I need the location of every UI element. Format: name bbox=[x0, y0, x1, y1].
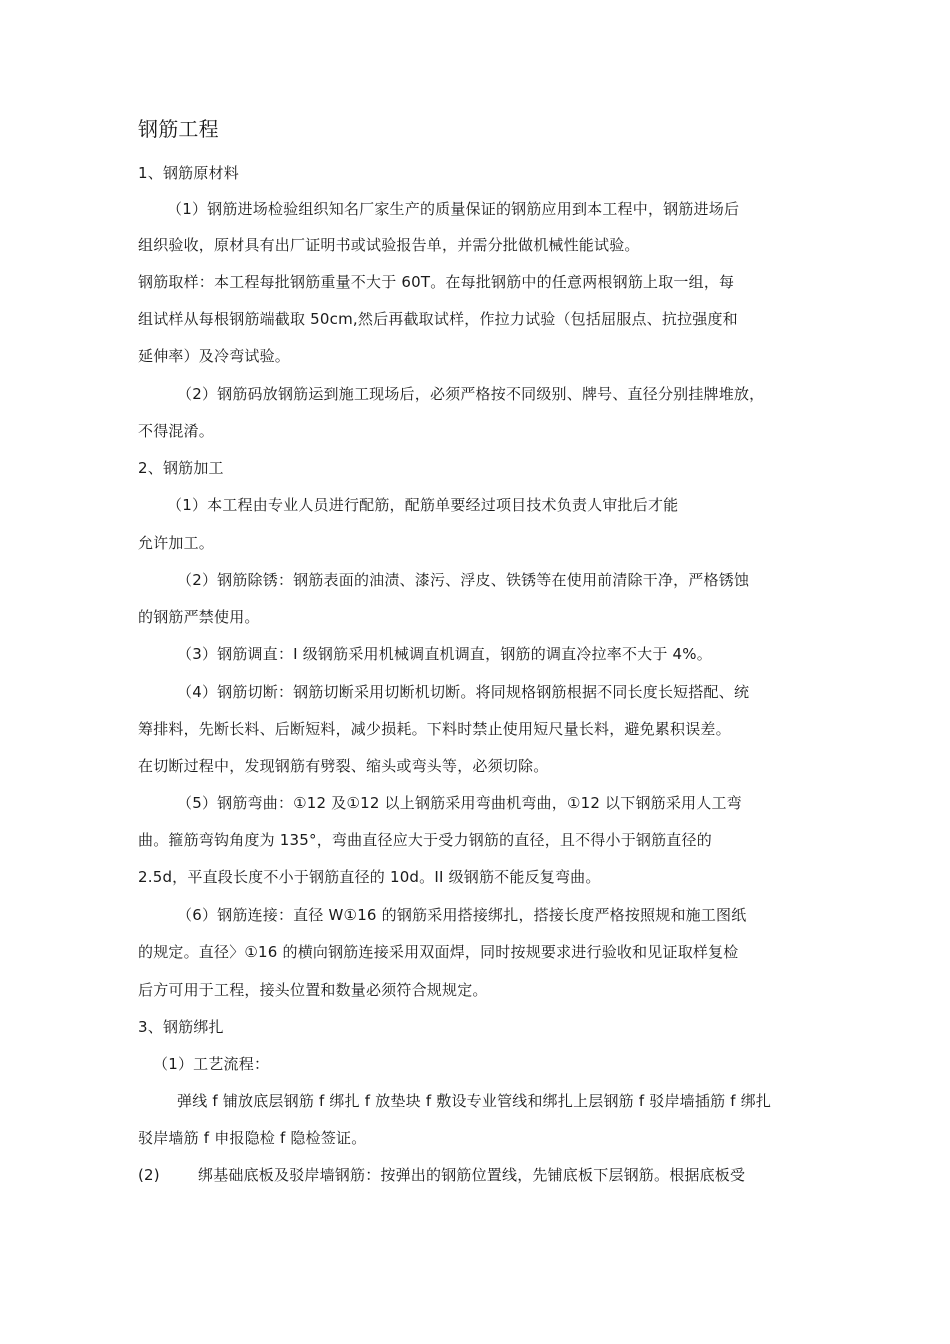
paragraph-line: （2）钢筋码放钢筋运到施工现场后，必须严格按不同级别、牌号、直径分别挂牌堆放， bbox=[177, 385, 765, 403]
paragraph-line: 钢筋取样：本工程每批钢筋重量不大于 60T。在每批钢筋中的任意两根钢筋上取一组，每 bbox=[138, 273, 735, 291]
paragraph-line: 允许加工。 bbox=[138, 534, 215, 552]
paragraph-line: （1）工艺流程： bbox=[153, 1055, 270, 1073]
paragraph-line: 曲。箍筋弯钩角度为 135°，弯曲直径应大于受力钢筋的直径，且不得小于钢筋直径的 bbox=[138, 831, 712, 849]
paragraph-line: （5）钢筋弯曲：①12 及①12 以上钢筋采用弯曲机弯曲，①12 以下钢筋采用人工弯 bbox=[177, 794, 742, 812]
section-heading: 2、钢筋加工 bbox=[138, 459, 224, 477]
paragraph-line: （1）本工程由专业人员进行配筋，配筋单要经过项目技术负责人审批后才能 bbox=[167, 496, 679, 514]
paragraph-line: （1）钢筋进场检验组织知名厂家生产的质量保证的钢筋应用到本工程中，钢筋进场后 bbox=[167, 200, 740, 218]
section-heading: 1、钢筋原材料 bbox=[138, 164, 239, 182]
paragraph-line: 组织验收，原材具有出厂证明书或试验报告单，并需分批做机械性能试验。 bbox=[138, 236, 640, 254]
paragraph-line: （3）钢筋调直：I 级钢筋采用机械调直机调直，钢筋的调直冷拉率不大于 4%。 bbox=[177, 645, 712, 663]
paragraph-line: 绑基础底板及驳岸墙钢筋：按弹出的钢筋位置线，先铺底板下层钢筋。根据底板受 bbox=[198, 1166, 746, 1184]
paragraph-line: 延伸率）及冷弯试验。 bbox=[138, 347, 291, 365]
paragraph-line: （6）钢筋连接：直径 W①16 的钢筋采用搭接绑扎，搭接长度严格按照规和施工图纸 bbox=[177, 906, 747, 924]
paragraph-line: 在切断过程中，发现钢筋有劈裂、缩头或弯头等，必须切除。 bbox=[138, 757, 549, 775]
paragraph-line: 2.5d，平直段长度不小于钢筋直径的 10d。II 级钢筋不能反复弯曲。 bbox=[138, 868, 601, 886]
section-heading: 3、钢筋绑扎 bbox=[138, 1018, 224, 1036]
paragraph-line: 弹线 f 铺放底层钢筋 f 绑扎 f 放垫块 f 敷设专业管线和绑扎上层钢筋 f 驳岸墙插筋 f 绑扎 bbox=[177, 1092, 772, 1110]
list-number: (2) bbox=[138, 1166, 160, 1184]
document-title: 钢筋工程 bbox=[138, 117, 219, 141]
paragraph-line: 的规定。直径〉①16 的横向钢筋连接采用双面焊，同时按规要求进行验收和见证取样复检 bbox=[138, 943, 739, 961]
paragraph-line: （2）钢筋除锈：钢筋表面的油渍、漆污、浮皮、铁锈等在使用前清除干净，严格锈蚀 bbox=[177, 571, 750, 589]
paragraph-line: （4）钢筋切断：钢筋切断采用切断机切断。将同规格钢筋根据不同长度长短搭配、统 bbox=[177, 683, 750, 701]
paragraph-line: 不得混淆。 bbox=[138, 422, 215, 440]
paragraph-line: 驳岸墙筋 f 申报隐检 f 隐检签证。 bbox=[138, 1129, 367, 1147]
paragraph-line: 后方可用于工程，接头位置和数量必须符合规规定。 bbox=[138, 981, 488, 999]
paragraph-line: 筹排料，先断长料、后断短料，减少损耗。下料时禁止使用短尺量长料，避免累积误差。 bbox=[138, 720, 731, 738]
paragraph-line: 的钢筋严禁使用。 bbox=[138, 608, 260, 626]
paragraph-line: 组试样从每根钢筋端截取 50cm,然后再截取试样，作拉力试验（包括屈服点、抗拉强度和 bbox=[138, 310, 738, 328]
